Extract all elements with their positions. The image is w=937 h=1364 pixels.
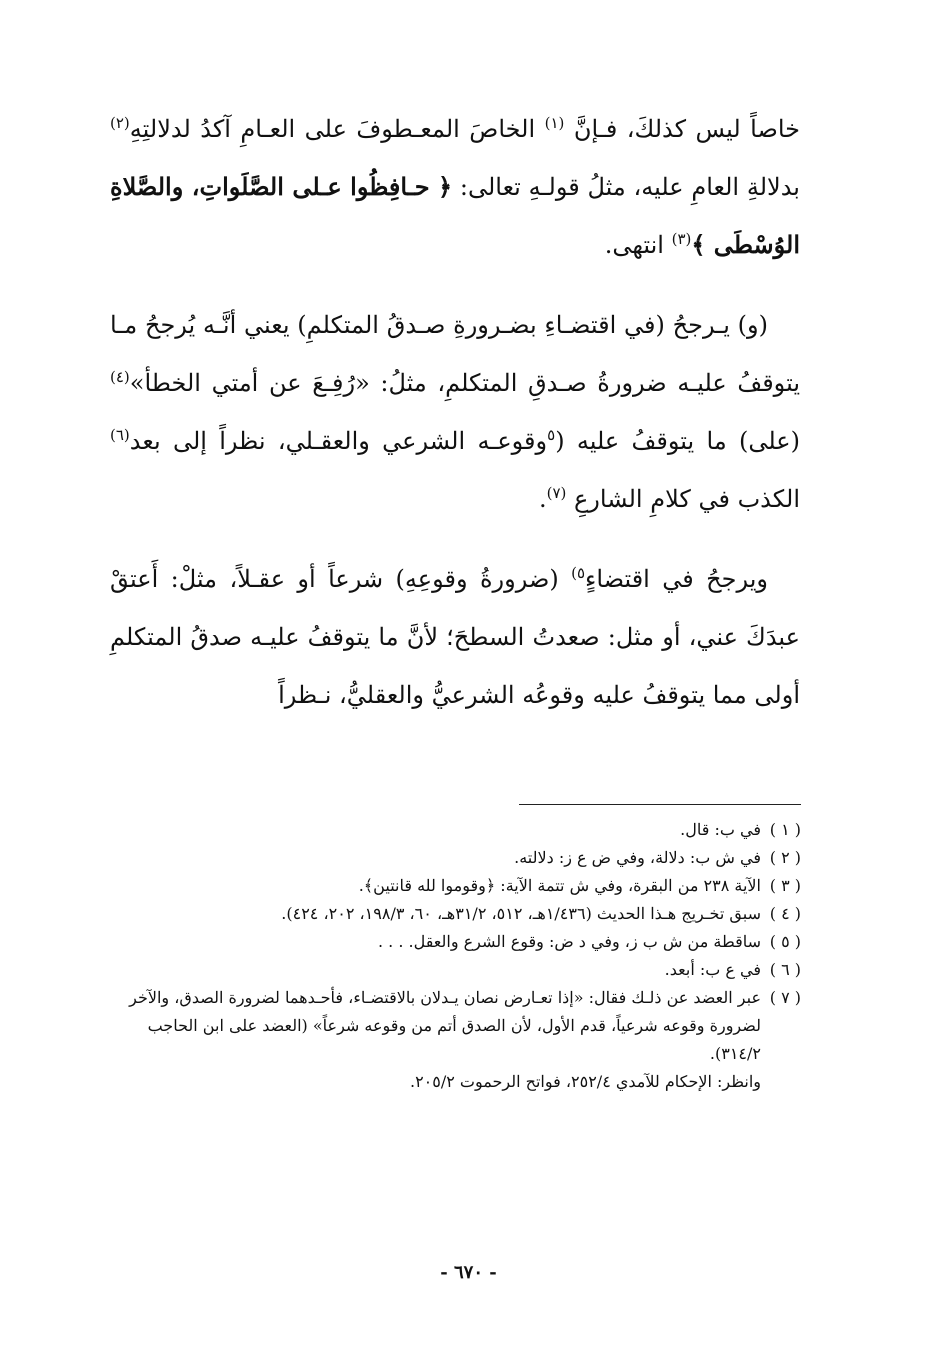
text-run: (ضرورةُ وقوعِهِ) شرعاً أو عقـلاً، مثلْ: أَعتقْ عبدَكَ عني، أو مثل: صعدتُ السطحَ؛ لأنَّ ما يتوقفُ عليـه صدقُ المتكلمِ أولى مما يتوقفُ عليه وقوعُه الشرعيُّ والعقليُّ، نـظراً	[110, 565, 800, 709]
text-run: .	[538, 485, 547, 513]
footnote-1	[111, 816, 801, 844]
footnote-text: في ش ب: دلالة، وفي ض ع ز: دلالته.	[514, 848, 761, 867]
footnote-number: ( ٤ )	[769, 904, 801, 923]
paragraph-3	[110, 550, 800, 724]
footnote-ref-2[interactable]: (٢)	[110, 114, 130, 132]
footnote-text: ساقطة من ش ب ز، وفي د ض: وقوع الشرع والعقل. . . .	[377, 932, 761, 951]
text-run: (و) يـرجحُ (في اقتضـاءِ بضـرورةِ صـدقُ المتكلمِ) يعني أنَّـه يُرجحُ مـا يتوقفُ عليـه ضرورةُ صـدقِ المتكلمِ، مثلُ: «رُفِـعَ عن أمتي الخطأ»	[110, 311, 800, 397]
paragraph-1	[110, 100, 800, 274]
footnote-5	[111, 928, 801, 956]
quran-verse: ﴿ حـافِظُوا عـلى الصَّلَواتِ، والصَّلاةِ الوُسْطَى ﴾	[110, 172, 800, 259]
page-number: - ٦٧٠ -	[440, 1262, 497, 1283]
paragraph-2	[110, 296, 800, 528]
footnote-6	[111, 956, 801, 984]
text-run: وقوعـه الشرعي والعقـلي، نظراً إلى بعد	[129, 427, 548, 455]
text-run: بدلالةِ العامِ عليه، مثلُ قولـهِ تعالى:	[452, 173, 800, 201]
main-text	[110, 100, 800, 724]
footnote-ref-6[interactable]: (٦)	[110, 426, 130, 444]
footnote-ref-5-close[interactable]: ٥)	[571, 564, 586, 582]
footnote-text: الآية ٢٣٨ من البقرة، وفي ش تتمة الآية: ﴿وقوموا لله قانتين﴾.	[358, 876, 761, 895]
footnote-number: ( ١ )	[769, 820, 801, 839]
footnotes	[111, 816, 801, 1096]
footnote-text: في ع ب: أبعد.	[664, 960, 761, 979]
text-run: خاصاً ليس كذلكَ، فـإنَّ	[564, 115, 801, 143]
footnote-text: وانظر: الإحكام للآمدي ٢٥٢/٤، فواتح الرحموت ٢٠٥/٢.	[409, 1072, 761, 1091]
footnote-ref-5-open[interactable]: ٥	[547, 426, 556, 444]
footnote-number: ( ٥ )	[769, 932, 801, 951]
footnote-4	[111, 900, 801, 928]
text-run: انتهى.	[604, 231, 672, 259]
text-run: (على) ما يتوقفُ عليه (	[555, 427, 800, 455]
text-run: الكذب في كلامِ الشارعِ	[566, 485, 800, 513]
footnote-ref-1[interactable]: (١)	[544, 114, 565, 132]
footnote-ref-3[interactable]: (٣)	[671, 230, 692, 248]
footnote-ref-7[interactable]: (٧)	[546, 484, 567, 502]
text-run: الخاصَ المعـطوفَ على العـامِ آكدُ لدلالتِهِ	[129, 115, 545, 143]
footnote-number: ( ٣ )	[769, 876, 801, 895]
footnote-text: عبر العضد عن ذلـك فقال: «إذا تعـارض نصان يـدلان بالاقتضـاء، فأحـدهما لضرورة الصدق، والآخر لضرورة وقوعه شرعياً، قدم الأول، لأن الصدق أتم من وقوعه شرعاً» (العضد على ابن الحاجب ٣١٤/٢).	[129, 988, 761, 1063]
footnote-text: في ب: قال.	[680, 820, 761, 839]
footnote-number: ( ٦ )	[769, 960, 801, 979]
footnote-7-continuation	[111, 1068, 801, 1096]
footnote-text: سبق تخـريج هـذا الحديث (١/٤٣٦هـ، ٥١٢، ٣١/٢هـ، ٦٠، ١٩٨/٣، ٢٠٢، ٤٢٤).	[281, 904, 761, 923]
footnote-number: ( ٢ )	[769, 848, 801, 867]
footnote-2	[111, 844, 801, 872]
footnote-separator	[519, 804, 801, 805]
footnote-3	[111, 872, 801, 900]
footnote-ref-4[interactable]: (٤)	[110, 368, 130, 386]
footnote-number: ( ٧ )	[769, 988, 801, 1007]
text-run: ويرجحُ في اقتضاءٍ	[585, 565, 769, 593]
footnote-7	[111, 984, 801, 1068]
